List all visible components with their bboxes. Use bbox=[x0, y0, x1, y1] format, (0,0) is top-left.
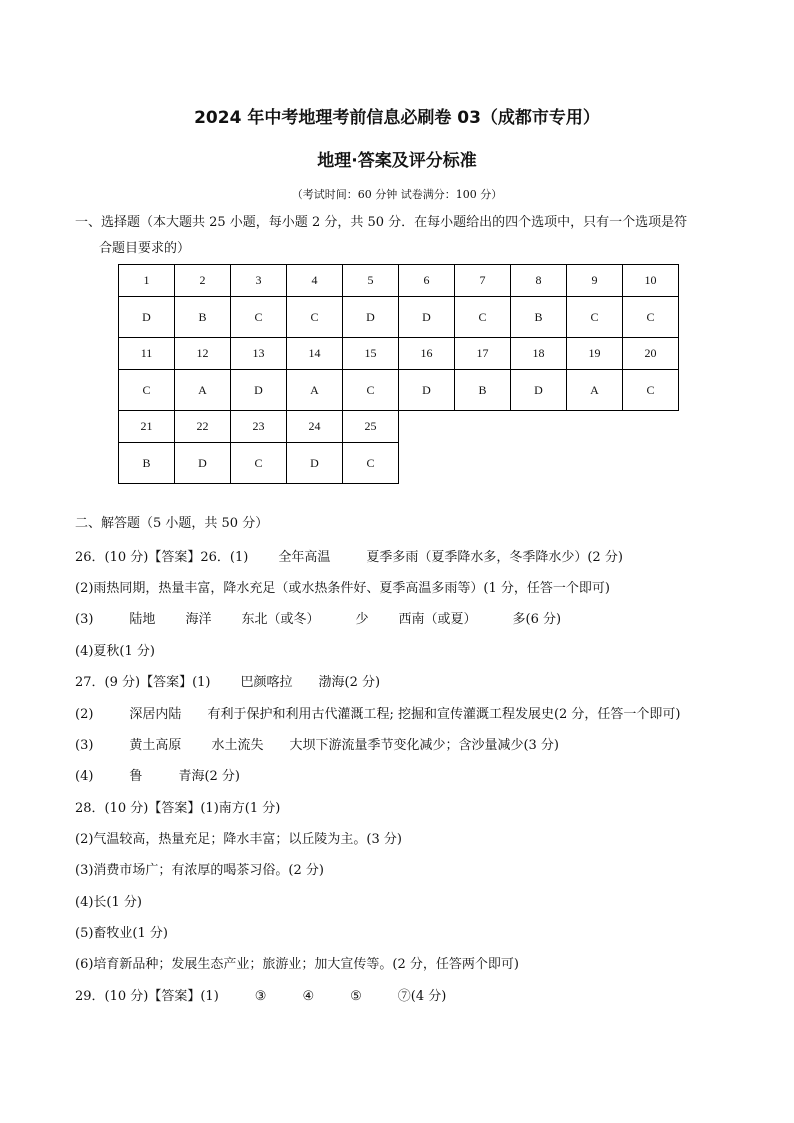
answer-cell: D bbox=[343, 297, 399, 338]
question-number-cell: 22 bbox=[175, 411, 231, 443]
question-number-cell: 24 bbox=[287, 411, 343, 443]
section1-line2: 合题目要求的） bbox=[99, 241, 191, 256]
q26-answer-4: 海洋 bbox=[185, 612, 212, 627]
answer-cell: B bbox=[455, 370, 511, 411]
q27-answer-2: 渤海(2 分) bbox=[318, 675, 381, 690]
table-row bbox=[119, 297, 679, 338]
q27-answer-5: 黄土高原 bbox=[129, 738, 182, 753]
answer-cell: C bbox=[231, 297, 287, 338]
question-number-cell: 23 bbox=[231, 411, 287, 443]
answer-cell: C bbox=[455, 297, 511, 338]
q26-answer-6: 少 bbox=[355, 612, 369, 627]
section1-line1: 一、选择题（本大题共 25 小题，每小题 2 分，共 50 分．在每小题给出的四个选项中，只有一个选项是符 bbox=[75, 215, 688, 230]
question-number-cell: 12 bbox=[175, 338, 231, 370]
q26-line4: (4)夏秋(1 分) bbox=[75, 644, 155, 659]
table-row bbox=[119, 265, 679, 297]
question-number-cell: 13 bbox=[231, 338, 287, 370]
answer-cell: C bbox=[231, 443, 287, 484]
answer-cell: C bbox=[623, 297, 679, 338]
answer-cell: C bbox=[567, 297, 623, 338]
question-number-cell: 3 bbox=[231, 265, 287, 297]
q28-line4: (4)长(1 分) bbox=[75, 895, 142, 910]
q27-line3 bbox=[75, 734, 559, 753]
answer-cell: A bbox=[567, 370, 623, 411]
answer-cell: D bbox=[119, 297, 175, 338]
q26-line3 bbox=[75, 608, 561, 627]
answer-cell: C bbox=[287, 297, 343, 338]
document-subtitle: 地理·答案及评分标准 bbox=[317, 151, 477, 171]
answer-cell: C bbox=[119, 370, 175, 411]
q27-answer-9: 青海(2 分) bbox=[178, 769, 240, 784]
question-number-cell: 19 bbox=[567, 338, 623, 370]
q29-answer-4: ⑦(4 分) bbox=[397, 989, 447, 1004]
question-number-cell: 7 bbox=[455, 265, 511, 297]
answer-cell: B bbox=[119, 443, 175, 484]
question-number-cell: 6 bbox=[399, 265, 455, 297]
q27-answer-3: 深居内陆 bbox=[129, 707, 182, 722]
q26-answer-3: 陆地 bbox=[129, 612, 156, 627]
q29-prefix: 29．(10 分)【答案】(1) bbox=[75, 989, 219, 1004]
table-row bbox=[119, 338, 679, 370]
empty-cell bbox=[399, 443, 455, 484]
q29-line1 bbox=[75, 985, 446, 1004]
question-number-cell: 14 bbox=[287, 338, 343, 370]
q26-answer-7: 西南（或夏） bbox=[398, 612, 477, 627]
question-number-cell: 11 bbox=[119, 338, 175, 370]
q26-answer-5: 东北（或冬） bbox=[241, 612, 320, 627]
section2-heading: 二、解答题（5 小题，共 50 分） bbox=[75, 516, 269, 531]
question-number-cell: 1 bbox=[119, 265, 175, 297]
empty-cell bbox=[511, 411, 567, 443]
empty-cell bbox=[511, 443, 567, 484]
q28-line3: (3)消费市场广；有浓厚的喝茶习俗。(2 分) bbox=[75, 863, 324, 878]
section1-heading bbox=[75, 210, 735, 262]
empty-cell bbox=[567, 443, 623, 484]
q29-answer-1: ③ bbox=[254, 989, 267, 1004]
exam-info: （考试时间：60 分钟 试卷满分：100 分） bbox=[291, 188, 503, 201]
table-row bbox=[119, 411, 679, 443]
q29-answer-3: ⑤ bbox=[350, 989, 362, 1004]
answer-cell: A bbox=[175, 370, 231, 411]
table-row bbox=[119, 370, 679, 411]
empty-cell bbox=[399, 411, 455, 443]
q26-prefix: 26．(10 分)【答案】26．(1) bbox=[75, 550, 249, 565]
question-number-cell: 15 bbox=[343, 338, 399, 370]
empty-cell bbox=[623, 443, 679, 484]
answer-cell: B bbox=[175, 297, 231, 338]
answer-cell: D bbox=[231, 370, 287, 411]
q26-answer-1: 全年高温 bbox=[278, 550, 331, 565]
q26-sub-label: (3) bbox=[75, 612, 94, 627]
q28-line6: (6)培育新品种；发展生态产业；旅游业；加大宣传等。(2 分，任答两个即可) bbox=[75, 957, 519, 972]
empty-cell bbox=[567, 411, 623, 443]
question-number-cell: 25 bbox=[343, 411, 399, 443]
question-number-cell: 18 bbox=[511, 338, 567, 370]
question-number-cell: 21 bbox=[119, 411, 175, 443]
answer-cell: D bbox=[175, 443, 231, 484]
answer-table bbox=[118, 264, 679, 484]
question-number-cell: 16 bbox=[399, 338, 455, 370]
question-number-cell: 4 bbox=[287, 265, 343, 297]
question-number-cell: 20 bbox=[623, 338, 679, 370]
answer-cell: D bbox=[399, 370, 455, 411]
q26-line1 bbox=[75, 546, 623, 565]
question-number-cell: 2 bbox=[175, 265, 231, 297]
answer-cell: D bbox=[399, 297, 455, 338]
empty-cell bbox=[455, 443, 511, 484]
q27-sub-label: (2) bbox=[75, 707, 94, 722]
answer-cell: A bbox=[287, 370, 343, 411]
q27-answer-8: 鲁 bbox=[129, 769, 143, 784]
q27-answer-4: 有利于保护和利用古代灌溉工程; 挖掘和宣传灌溉工程发展史(2 分，任答一个即可) bbox=[207, 707, 681, 722]
table-row bbox=[119, 443, 679, 484]
q26-line2: (2)雨热同期，热量丰富，降水充足（或水热条件好、夏季高温多雨等）(1 分，任答一个即可) bbox=[75, 581, 610, 596]
q26-answer-8: 多(6 分) bbox=[512, 612, 562, 627]
answer-cell: D bbox=[287, 443, 343, 484]
answer-cell: D bbox=[511, 370, 567, 411]
q27-line2 bbox=[75, 703, 681, 722]
q27-sub-label: (4) bbox=[75, 769, 94, 784]
question-number-cell: 8 bbox=[511, 265, 567, 297]
answer-cell: C bbox=[343, 443, 399, 484]
q27-line4 bbox=[75, 765, 240, 784]
q27-answer-7: 大坝下游流量季节变化减少；含沙量减少(3 分) bbox=[289, 738, 560, 753]
answer-cell: B bbox=[511, 297, 567, 338]
question-number-cell: 17 bbox=[455, 338, 511, 370]
empty-cell bbox=[455, 411, 511, 443]
q26-answer-2: 夏季多雨（夏季降水多，冬季降水少）(2 分) bbox=[366, 550, 623, 565]
question-number-cell: 5 bbox=[343, 265, 399, 297]
q28-line2: (2)气温较高，热量充足；降水丰富；以丘陵为主。(3 分) bbox=[75, 832, 402, 847]
question-number-cell: 10 bbox=[623, 265, 679, 297]
q27-prefix: 27．(9 分)【答案】(1) bbox=[75, 675, 211, 690]
question-number-cell: 9 bbox=[567, 265, 623, 297]
answer-cell: C bbox=[343, 370, 399, 411]
q28-line5: (5)畜牧业(1 分) bbox=[75, 926, 168, 941]
q27-sub-label: (3) bbox=[75, 738, 94, 753]
document-title: 2024 年中考地理考前信息必刷卷 03（成都市专用） bbox=[194, 108, 600, 128]
q27-answer-1: 巴颜喀拉 bbox=[240, 675, 293, 690]
q27-line1 bbox=[75, 671, 380, 690]
answer-cell: C bbox=[623, 370, 679, 411]
q29-answer-2: ④ bbox=[302, 989, 315, 1004]
q27-answer-6: 水土流失 bbox=[211, 738, 264, 753]
q28-line1: 28．(10 分)【答案】(1)南方(1 分) bbox=[75, 801, 281, 816]
empty-cell bbox=[623, 411, 679, 443]
